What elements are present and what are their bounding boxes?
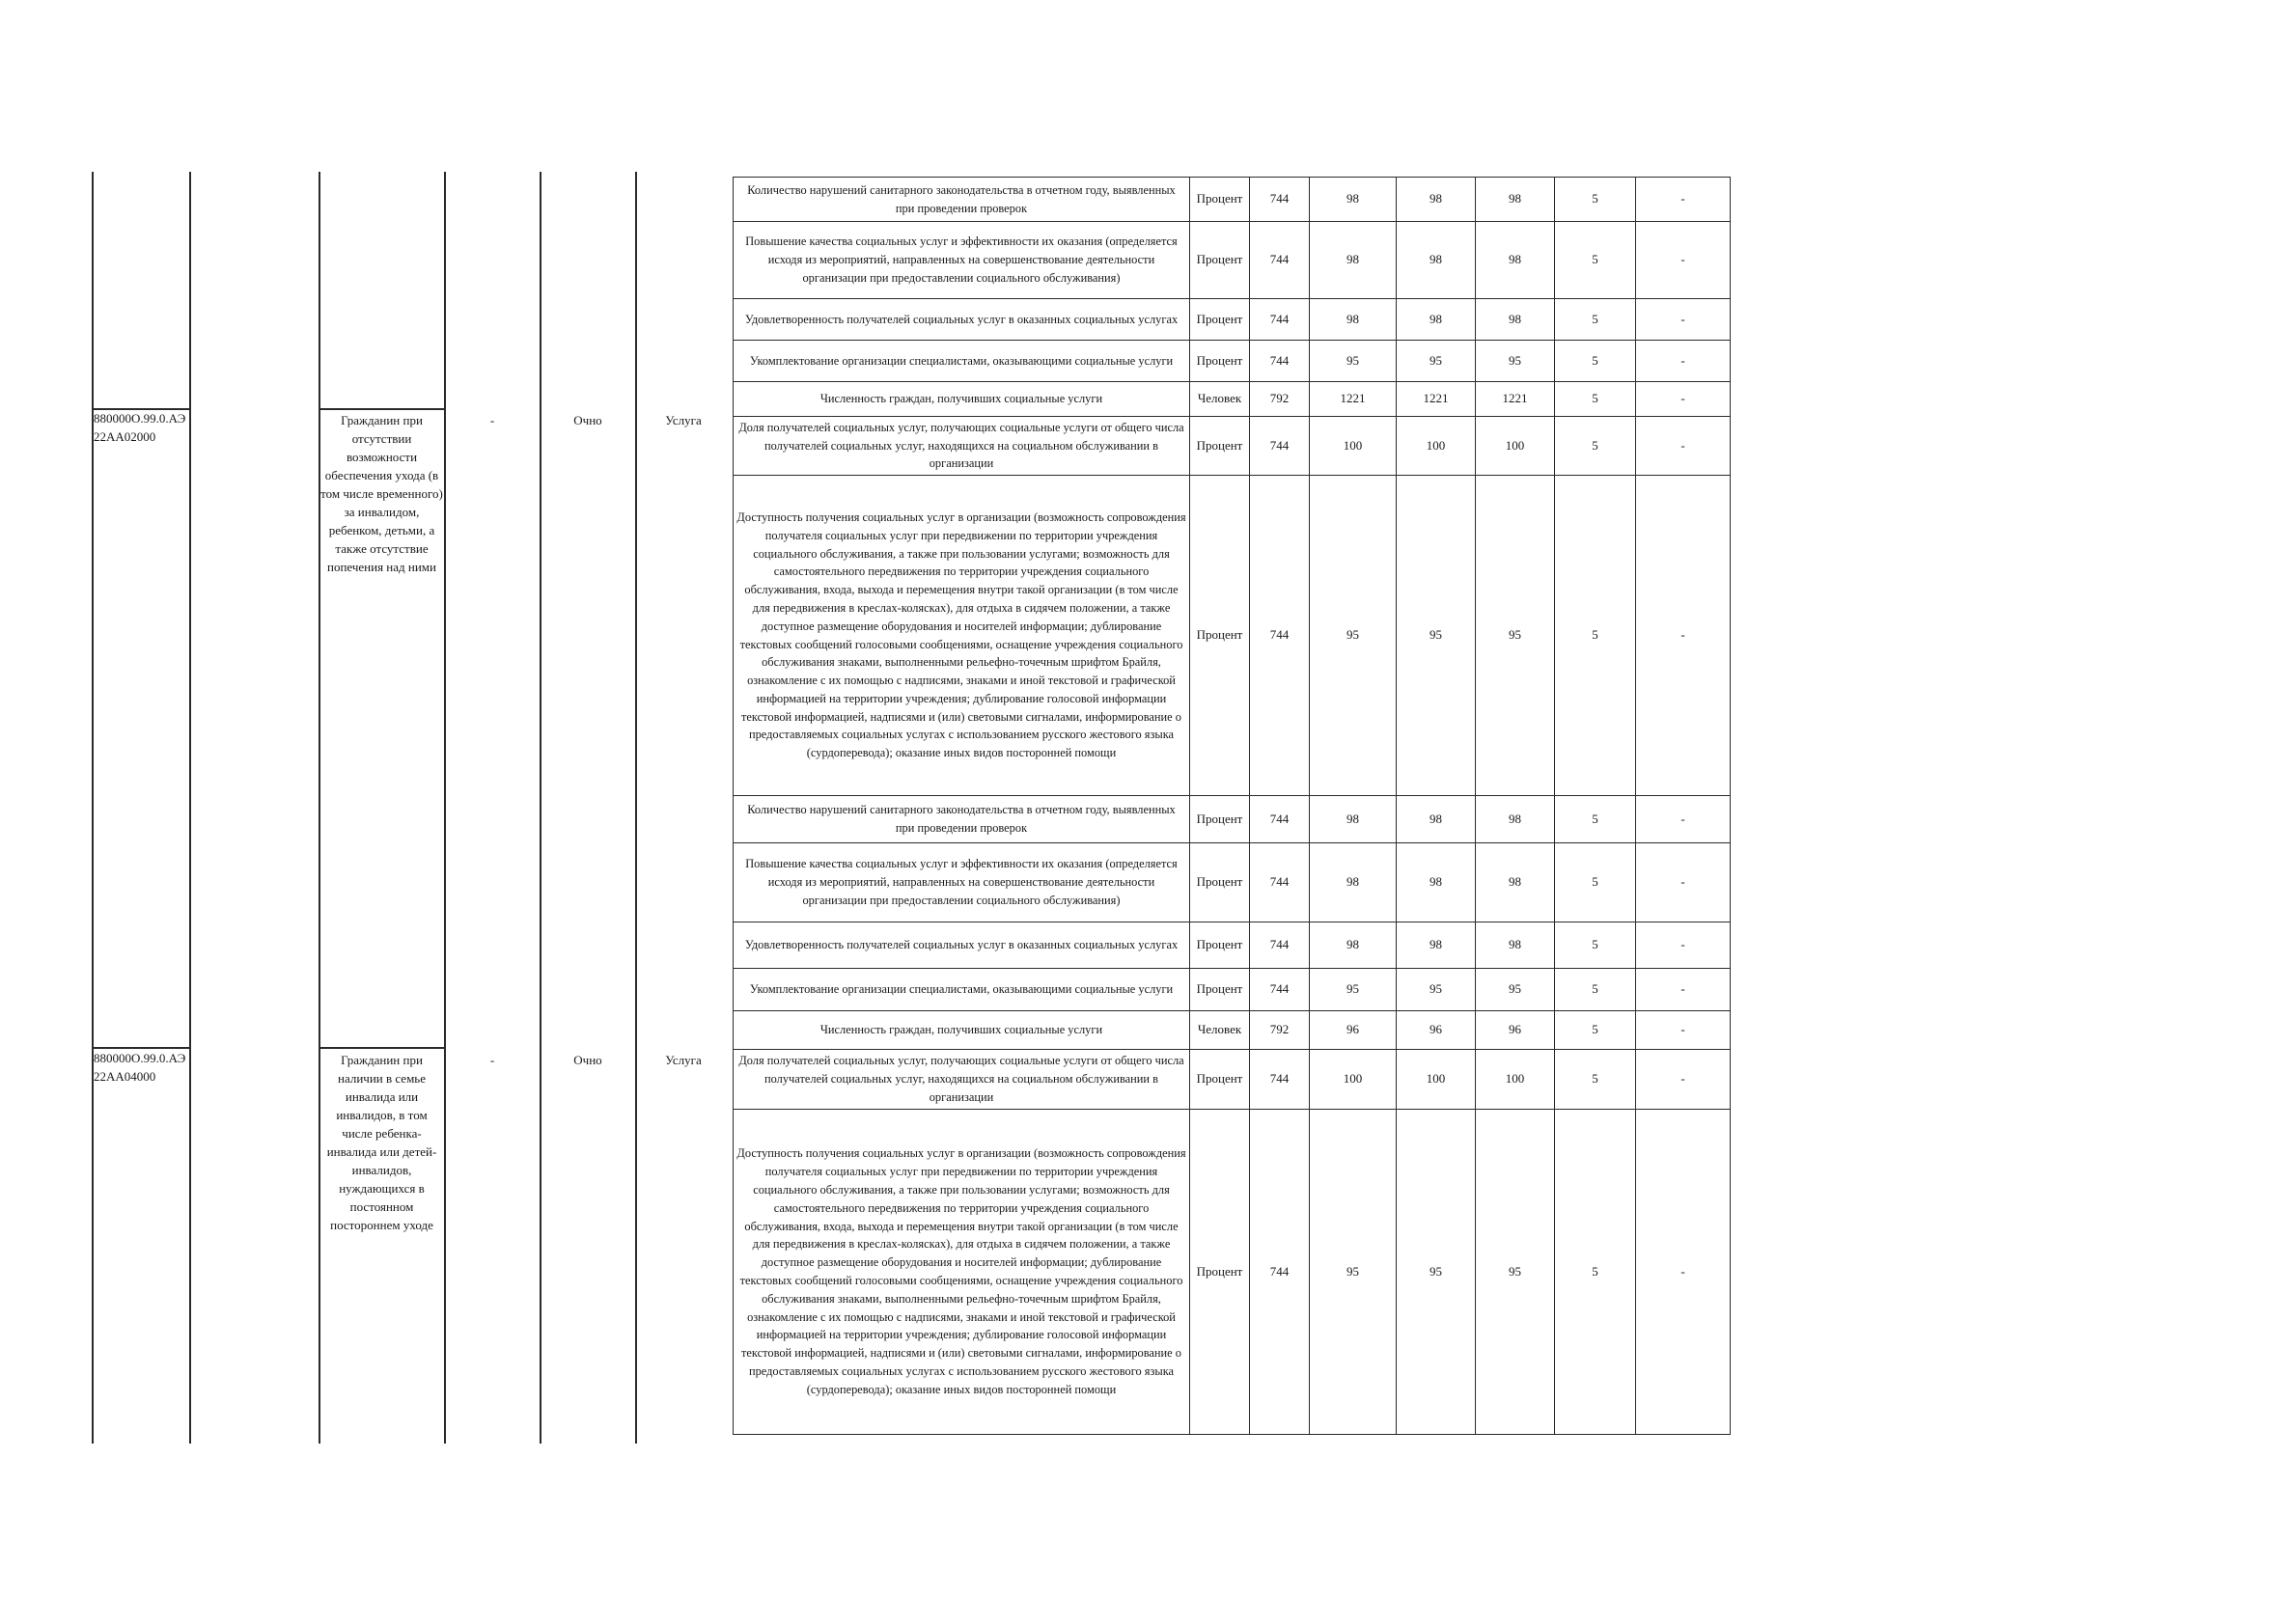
indicator-name: Доступность получения социальных услуг в организации (возможность сопровождения получателя социальных услуг при передвижении по территории учреждения социального обслуживания, а также при пользовании услугами; возможность для самостоятельного передвижения по территории учреждения социального обслуживания, входа, выхода и перемещения внутри такой организации (в том числе для передвижения в креслах-колясках), для отдыха в сидячем положении, а также доступное размещение оборудования и носителей информации; дублирование текстовых сообщений голосовыми сообщениями, оснащение учреждения социального обслуживания знаками, выполненными рельефно-точечным шрифтом Брайля, ознакомление с их помощью с надписями, знаками и иной текстовой и графической информацией на территории учреждения; дублирование голосовой информации текстовой информацией, надписями и (или) световыми сигналами, информирование о предоставляемых социальных услугах с использованием русского жестового языка (сурдоперевода); оказание иных видов посторонней помощи xyxy=(734,476,1190,796)
value-year-1: 98 xyxy=(1310,299,1397,341)
value-year-2: 100 xyxy=(1397,417,1476,476)
indicator-unit: Процент xyxy=(1190,796,1250,843)
indicator-unit: Процент xyxy=(1190,922,1250,969)
table-row xyxy=(734,1050,1731,1110)
value-year-3: 95 xyxy=(1476,969,1555,1011)
indicator-name: Укомплектование организации специалистами, оказывающими социальные услуги xyxy=(734,341,1190,382)
allowed-deviation: 5 xyxy=(1555,1050,1636,1110)
recipient-category: Гражданин при наличии в семье инвалида или инвалидов, в том числе ребенка-инвалида или детей-инвалидов, нуждающихся в постоянном постороннем уходе xyxy=(326,1053,437,1232)
value-year-3: 96 xyxy=(1476,1011,1555,1050)
okei-code: 744 xyxy=(1250,1050,1310,1110)
value-year-2: 98 xyxy=(1397,178,1476,222)
table-row xyxy=(734,1011,1731,1050)
service-type: Услуга xyxy=(665,413,702,427)
content-dash: - xyxy=(489,1053,495,1067)
okei-code: 744 xyxy=(1250,341,1310,382)
indicator-unit: Процент xyxy=(1190,1110,1250,1435)
okei-code: 744 xyxy=(1250,417,1310,476)
value-year-2: 98 xyxy=(1397,843,1476,922)
value-year-2: 95 xyxy=(1397,1110,1476,1435)
left-rule-3 xyxy=(319,172,320,1444)
okei-code: 744 xyxy=(1250,796,1310,843)
allowed-deviation: 5 xyxy=(1555,178,1636,222)
okei-code: 744 xyxy=(1250,969,1310,1011)
value-year-3: 98 xyxy=(1476,843,1555,922)
indicator-unit: Процент xyxy=(1190,299,1250,341)
indicator-unit: Процент xyxy=(1190,969,1250,1011)
absolute-deviation: - xyxy=(1636,1050,1731,1110)
allowed-deviation: 5 xyxy=(1555,341,1636,382)
okei-code: 744 xyxy=(1250,476,1310,796)
value-year-1: 100 xyxy=(1310,1050,1397,1110)
absolute-deviation: - xyxy=(1636,796,1731,843)
left-rule-1 xyxy=(92,172,94,1444)
absolute-deviation: - xyxy=(1636,843,1731,922)
indicator-unit: Процент xyxy=(1190,222,1250,299)
value-year-2: 95 xyxy=(1397,341,1476,382)
table-row xyxy=(734,299,1731,341)
left-rule-6 xyxy=(635,172,637,1444)
table-row xyxy=(734,796,1731,843)
indicator-name: Повышение качества социальных услуг и эффективности их оказания (определяется исходя из мероприятий, направленных на совершенствование деятельности организации при предоставлении социального обслуживания) xyxy=(734,843,1190,922)
value-year-2: 1221 xyxy=(1397,382,1476,417)
indicator-name: Доля получателей социальных услуг, получающих социальные услуги от общего числа получателей социальных услуг, находящихся на социальном обслуживании в организации xyxy=(734,1050,1190,1110)
okei-code: 744 xyxy=(1250,222,1310,299)
indicator-unit: Человек xyxy=(1190,382,1250,417)
indicator-name: Укомплектование организации специалистами, оказывающими социальные услуги xyxy=(734,969,1190,1011)
value-year-1: 100 xyxy=(1310,417,1397,476)
value-year-3: 95 xyxy=(1476,476,1555,796)
value-year-3: 98 xyxy=(1476,922,1555,969)
value-year-1: 96 xyxy=(1310,1011,1397,1050)
absolute-deviation: - xyxy=(1636,417,1731,476)
allowed-deviation: 5 xyxy=(1555,476,1636,796)
service-form: Очно xyxy=(573,413,602,427)
absolute-deviation: - xyxy=(1636,1011,1731,1050)
value-year-1: 95 xyxy=(1310,341,1397,382)
value-year-2: 98 xyxy=(1397,299,1476,341)
indicator-name: Численность граждан, получивших социальные услуги xyxy=(734,1011,1190,1050)
value-year-1: 98 xyxy=(1310,796,1397,843)
block-separator-2b xyxy=(319,1047,446,1049)
indicator-name: Повышение качества социальных услуг и эффективности их оказания (определяется исходя из мероприятий, направленных на совершенствование деятельности организации при предоставлении социального обслуживания) xyxy=(734,222,1190,299)
value-year-1: 98 xyxy=(1310,222,1397,299)
allowed-deviation: 5 xyxy=(1555,299,1636,341)
allowed-deviation: 5 xyxy=(1555,417,1636,476)
value-year-3: 98 xyxy=(1476,299,1555,341)
okei-code: 744 xyxy=(1250,178,1310,222)
absolute-deviation: - xyxy=(1636,1110,1731,1435)
value-year-1: 95 xyxy=(1310,1110,1397,1435)
indicator-unit: Процент xyxy=(1190,476,1250,796)
table-row xyxy=(734,969,1731,1011)
value-year-2: 95 xyxy=(1397,476,1476,796)
absolute-deviation: - xyxy=(1636,382,1731,417)
table-row xyxy=(734,341,1731,382)
value-year-2: 95 xyxy=(1397,969,1476,1011)
table-row xyxy=(734,922,1731,969)
recipient-category: Гражданин при отсутствии возможности обеспечения ухода (в том числе временного) за инвалидом, ребенком, детьми, а также отсутствие попечения над ними xyxy=(320,413,443,574)
indicator-name: Доступность получения социальных услуг в организации (возможность сопровождения получателя социальных услуг при передвижении по территории учреждения социального обслуживания, а также при пользовании услугами; возможность для самостоятельного передвижения по территории учреждения социального обслуживания, входа, выхода и перемещения внутри такой организации (в том числе для передвижения в креслах-колясках), для отдыха в сидячем положении, а также доступное размещение оборудования и носителей информации; дублирование текстовых сообщений голосовыми сообщениями, оснащение учреждения социального обслуживания знаками, выполненными рельефно-точечным шрифтом Брайля, ознакомление с их помощью с надписями, знаками и иной текстовой и графической информацией на территории учреждения; дублирование голосовой информации текстовой информацией, надписями и (или) световыми сигналами, информирование о предоставляемых социальных услугах с использованием русского жестового языка (сурдоперевода); оказание иных видов посторонней помощи xyxy=(734,1110,1190,1435)
okei-code: 792 xyxy=(1250,1011,1310,1050)
indicator-name: Удовлетворенность получателей социальных услуг в оказанных социальных услугах xyxy=(734,299,1190,341)
value-year-2: 100 xyxy=(1397,1050,1476,1110)
value-year-1: 95 xyxy=(1310,969,1397,1011)
value-year-1: 1221 xyxy=(1310,382,1397,417)
table-row xyxy=(734,178,1731,222)
indicator-unit: Процент xyxy=(1190,843,1250,922)
table-row xyxy=(734,476,1731,796)
okei-code: 744 xyxy=(1250,299,1310,341)
service-type: Услуга xyxy=(665,1053,702,1067)
indicator-name: Доля получателей социальных услуг, получающих социальные услуги от общего числа получателей социальных услуг, находящихся на социальном обслуживании в организации xyxy=(734,417,1190,476)
indicator-name: Количество нарушений санитарного законодательства в отчетном году, выявленных при проведении проверок xyxy=(734,178,1190,222)
indicator-unit: Процент xyxy=(1190,178,1250,222)
service-code: 880000О.99.0.АЭ22АА02000 xyxy=(94,411,186,444)
block-separator-1b xyxy=(319,408,446,410)
indicator-name: Удовлетворенность получателей социальных услуг в оказанных социальных услугах xyxy=(734,922,1190,969)
allowed-deviation: 5 xyxy=(1555,922,1636,969)
table-row xyxy=(734,843,1731,922)
absolute-deviation: - xyxy=(1636,222,1731,299)
okei-code: 744 xyxy=(1250,922,1310,969)
value-year-3: 95 xyxy=(1476,341,1555,382)
left-rule-4 xyxy=(444,172,446,1444)
absolute-deviation: - xyxy=(1636,299,1731,341)
allowed-deviation: 5 xyxy=(1555,1011,1636,1050)
absolute-deviation: - xyxy=(1636,341,1731,382)
value-year-1: 98 xyxy=(1310,178,1397,222)
absolute-deviation: - xyxy=(1636,178,1731,222)
value-year-3: 95 xyxy=(1476,1110,1555,1435)
quality-indicators-table xyxy=(733,177,1731,1435)
indicator-name: Численность граждан, получивших социальные услуги xyxy=(734,382,1190,417)
left-rule-2 xyxy=(189,172,191,1444)
absolute-deviation: - xyxy=(1636,969,1731,1011)
indicator-name: Количество нарушений санитарного законодательства в отчетном году, выявленных при проведении проверок xyxy=(734,796,1190,843)
value-year-3: 100 xyxy=(1476,417,1555,476)
indicator-unit: Процент xyxy=(1190,1050,1250,1110)
indicator-unit: Человек xyxy=(1190,1011,1250,1050)
value-year-1: 98 xyxy=(1310,843,1397,922)
service-code: 880000О.99.0.АЭ22АА04000 xyxy=(94,1051,186,1084)
service-form: Очно xyxy=(573,1053,602,1067)
indicator-unit: Процент xyxy=(1190,341,1250,382)
value-year-2: 98 xyxy=(1397,222,1476,299)
value-year-3: 98 xyxy=(1476,222,1555,299)
indicator-unit: Процент xyxy=(1190,417,1250,476)
absolute-deviation: - xyxy=(1636,476,1731,796)
value-year-3: 1221 xyxy=(1476,382,1555,417)
content-dash: - xyxy=(489,413,495,427)
value-year-2: 98 xyxy=(1397,796,1476,843)
left-rule-5 xyxy=(540,172,541,1444)
okei-code: 744 xyxy=(1250,1110,1310,1435)
okei-code: 792 xyxy=(1250,382,1310,417)
value-year-3: 98 xyxy=(1476,796,1555,843)
allowed-deviation: 5 xyxy=(1555,382,1636,417)
value-year-3: 100 xyxy=(1476,1050,1555,1110)
allowed-deviation: 5 xyxy=(1555,1110,1636,1435)
allowed-deviation: 5 xyxy=(1555,222,1636,299)
value-year-2: 96 xyxy=(1397,1011,1476,1050)
table-row xyxy=(734,382,1731,417)
allowed-deviation: 5 xyxy=(1555,796,1636,843)
table-row xyxy=(734,222,1731,299)
okei-code: 744 xyxy=(1250,843,1310,922)
allowed-deviation: 5 xyxy=(1555,969,1636,1011)
absolute-deviation: - xyxy=(1636,922,1731,969)
value-year-2: 98 xyxy=(1397,922,1476,969)
value-year-1: 98 xyxy=(1310,922,1397,969)
value-year-1: 95 xyxy=(1310,476,1397,796)
allowed-deviation: 5 xyxy=(1555,843,1636,922)
table-row xyxy=(734,417,1731,476)
value-year-3: 98 xyxy=(1476,178,1555,222)
table-row xyxy=(734,1110,1731,1435)
